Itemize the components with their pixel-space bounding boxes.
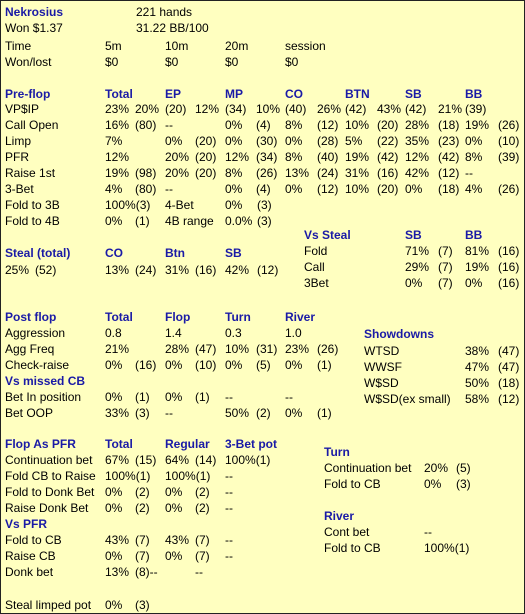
preflop-row-cell: (18): [438, 118, 460, 132]
preflop-row-cell: (20): [195, 134, 217, 148]
preflop-row-cell: (20): [195, 166, 217, 180]
missed-cb-row-cell: Bet OOP: [5, 406, 54, 420]
flop-pfr-row-cell: Fold to Donk Bet: [5, 485, 95, 499]
postflop-row-cell: 0%: [285, 358, 303, 372]
hand-count: 221 hands: [136, 5, 193, 19]
preflop-row-cell: (26): [256, 166, 278, 180]
preflop-row-cell: (26): [498, 182, 520, 196]
missed-cb-row-cell: (3): [135, 406, 150, 420]
steal-value-cell: (16): [195, 263, 217, 277]
postflop-header: Total: [105, 310, 133, 324]
preflop-row-cell: 0%: [405, 182, 423, 196]
donk-bet-row-cell: (8)--: [135, 565, 158, 579]
postflop-row-cell: (26): [317, 342, 339, 356]
steal-header: CO: [105, 246, 123, 260]
preflop-row-cell: (20): [377, 118, 399, 132]
flop-pfr-row-cell: 0%: [105, 485, 123, 499]
preflop-row-cell: (42): [438, 150, 460, 164]
preflop-row-cell: (12): [317, 118, 339, 132]
fold-3b-row-cell: 100%(3): [105, 198, 151, 212]
showdown-row-cell: 50%: [465, 376, 490, 390]
vs-steal-row-cell: Call: [304, 260, 325, 274]
preflop-row-cell: 8%: [465, 150, 483, 164]
vs-steal-row-cell: Fold: [304, 244, 328, 258]
preflop-row-cell: (26): [498, 118, 520, 132]
missed-cb-row-cell: (1): [195, 390, 210, 404]
showdowns-header: Showdowns: [364, 327, 434, 341]
postflop-row-cell: 1.0: [285, 326, 302, 340]
vs-steal-row-cell: (7): [438, 260, 453, 274]
postflop-header: Post flop: [5, 310, 57, 324]
preflop-row-cell: 5%: [345, 134, 363, 148]
showdown-row-cell: 58%: [465, 392, 490, 406]
preflop-row-cell: 20%: [135, 102, 160, 116]
time-session: session: [285, 39, 326, 53]
preflop-row-cell: 8%: [285, 150, 303, 164]
steal-value-cell: 13%: [105, 263, 130, 277]
preflop-row-cell: 23%: [105, 102, 130, 116]
missed-cb-row-cell: 0%: [105, 390, 123, 404]
flop-pfr-row-cell: (2): [195, 501, 210, 515]
preflop-row-cell: (39): [465, 102, 487, 116]
won-amount: Won $1.37: [5, 21, 63, 35]
missed-cb-row-cell: 33%: [105, 406, 130, 420]
vs-steal-header: BB: [465, 228, 483, 242]
flop-pfr-row-cell: (2): [135, 485, 150, 499]
preflop-row-cell: 19%: [345, 150, 370, 164]
preflop-row-cell: 20%: [165, 166, 190, 180]
vs-steal-row-cell: 3Bet: [304, 276, 329, 290]
flop-pfr-row-cell: Raise Donk Bet: [5, 501, 89, 515]
preflop-row-cell: 3-Bet: [5, 182, 34, 196]
postflop-row-cell: 28%: [165, 342, 190, 356]
fold-4b-row-cell: 4B range: [165, 214, 214, 228]
missed-cb-row-cell: --: [285, 390, 293, 404]
preflop-row-cell: (4): [256, 182, 271, 196]
flop-pfr-row-cell: --: [225, 485, 233, 499]
vs-pfr-row-cell: --: [225, 533, 233, 547]
vs-pfr-row-cell: Fold to CB: [5, 533, 62, 547]
steal-limped-row-cell: Steal limped pot: [5, 598, 92, 612]
preflop-row-cell: (80): [135, 118, 157, 132]
vs-steal-row-cell: 0%: [405, 276, 423, 290]
preflop-row-cell: (40): [317, 150, 339, 164]
postflop-row-cell: (10): [195, 358, 217, 372]
vs-steal-row-cell: 71%: [405, 244, 430, 258]
preflop-header: CO: [285, 87, 303, 101]
vs-steal-row-cell: 29%: [405, 260, 430, 274]
fold-3b-row-cell: Fold to 3B: [5, 198, 60, 212]
steal-limped-row-cell: 0%: [105, 598, 123, 612]
vs-pfr-row-cell: Raise CB: [5, 549, 56, 563]
postflop-row-cell: 0.3: [225, 326, 242, 340]
preflop-row-cell: 8%: [225, 166, 243, 180]
fold-4b-row-cell: 0%: [105, 214, 123, 228]
preflop-row-cell: 16%: [105, 118, 130, 132]
preflop-row-cell: 12%: [225, 150, 250, 164]
showdown-row-cell: W$SD: [364, 376, 399, 390]
donk-bet-row-cell: 13%: [105, 565, 130, 579]
vs-steal-row-cell: 81%: [465, 244, 490, 258]
postflop-row-cell: 0%: [225, 358, 243, 372]
vs-pfr-header: Vs PFR: [5, 517, 48, 531]
postflop-row-cell: 1.4: [165, 326, 182, 340]
preflop-row-cell: Call Open: [5, 118, 59, 132]
preflop-row-cell: (18): [438, 182, 460, 196]
preflop-row-cell: (23): [438, 134, 460, 148]
time-10m: 10m: [165, 39, 189, 53]
postflop-row-cell: Agg Freq: [5, 342, 55, 356]
turn-row-cell: (5): [456, 461, 471, 475]
preflop-header: BTN: [345, 87, 370, 101]
missed-cb-row-cell: --: [225, 390, 233, 404]
preflop-row-cell: 4%: [465, 182, 483, 196]
preflop-row-cell: --: [465, 166, 473, 180]
preflop-header: SB: [405, 87, 422, 101]
time-label: Time: [5, 39, 32, 53]
turn-row-cell: Continuation bet: [324, 461, 412, 475]
vs-steal-row-cell: (16): [498, 260, 520, 274]
vs-pfr-row-cell: --: [225, 549, 233, 563]
missed-cb-row-cell: (1): [135, 390, 150, 404]
time-5m: 5m: [105, 39, 122, 53]
preflop-row-cell: 0%: [225, 134, 243, 148]
preflop-row-cell: (28): [317, 134, 339, 148]
fold-4b-row-cell: Fold to 4B: [5, 214, 60, 228]
postflop-row-cell: 0%: [105, 358, 123, 372]
preflop-row-cell: 0%: [225, 182, 243, 196]
showdown-row-cell: (12): [498, 392, 520, 406]
flop-pfr-row-cell: Continuation bet: [5, 453, 93, 467]
postflop-row-cell: Aggression: [5, 326, 66, 340]
missed-cb-row-cell: (1): [317, 406, 332, 420]
postflop-row-cell: 0%: [165, 358, 183, 372]
postflop-row-cell: (5): [256, 358, 271, 372]
flop-pfr-row-cell: 100%(1): [225, 453, 271, 467]
preflop-row-cell: 19%: [105, 166, 130, 180]
river-row-cell: Fold to CB: [324, 541, 381, 555]
flop-pfr-row-cell: 0%: [165, 485, 183, 499]
preflop-row-cell: --: [165, 118, 173, 132]
preflop-row-cell: (80): [135, 182, 157, 196]
preflop-row-cell: (20): [165, 102, 187, 116]
preflop-row-cell: (39): [498, 150, 520, 164]
vs-steal-header: Vs Steal: [304, 228, 351, 242]
steal-value-cell: (52): [35, 263, 57, 277]
showdown-row-cell: WWSF: [364, 360, 402, 374]
flop-pfr-row-cell: (14): [195, 453, 217, 467]
preflop-row-cell: (42): [405, 102, 427, 116]
preflop-row-cell: 26%: [317, 102, 342, 116]
postflop-row-cell: 21%: [105, 342, 130, 356]
player-name: Nekrosius: [5, 5, 64, 19]
preflop-row-cell: (24): [317, 166, 339, 180]
preflop-row-cell: 20%: [165, 150, 190, 164]
showdown-row-cell: (47): [498, 344, 520, 358]
preflop-row-cell: 10%: [345, 182, 370, 196]
river-row-cell: Cont bet: [324, 525, 370, 539]
turn-header: Turn: [324, 445, 350, 459]
preflop-header: Total: [105, 87, 133, 101]
preflop-row-cell: 10%: [256, 102, 281, 116]
showdown-row-cell: WTSD: [364, 344, 400, 358]
postflop-row-cell: 0.8: [105, 326, 122, 340]
preflop-row-cell: (12): [317, 182, 339, 196]
flop-pfr-header: Total: [105, 437, 133, 451]
preflop-row-cell: VP$IP: [5, 102, 40, 116]
vs-steal-header: SB: [405, 228, 422, 242]
preflop-row-cell: 12%: [195, 102, 220, 116]
preflop-row-cell: (40): [285, 102, 307, 116]
fold-3b-row-cell: (3): [257, 198, 272, 212]
steal-value-cell: (12): [257, 263, 279, 277]
preflop-row-cell: Raise 1st: [5, 166, 56, 180]
flop-pfr-row-cell: 100%(1): [105, 469, 151, 483]
preflop-row-cell: 35%: [405, 134, 430, 148]
preflop-row-cell: --: [165, 182, 173, 196]
postflop-header: Turn: [225, 310, 251, 324]
postflop-row-cell: (16): [135, 358, 157, 372]
wonlost-10m: $0: [165, 55, 179, 69]
postflop-header: Flop: [165, 310, 191, 324]
flop-pfr-header: Flop As PFR: [5, 437, 76, 451]
preflop-row-cell: (10): [498, 134, 520, 148]
vs-steal-row-cell: (16): [498, 276, 520, 290]
preflop-row-cell: 31%: [345, 166, 370, 180]
fold-4b-row-cell: (3): [257, 214, 272, 228]
turn-row-cell: Fold to CB: [324, 477, 381, 491]
postflop-row-cell: 10%: [225, 342, 250, 356]
donk-bet-row-cell: --: [195, 565, 203, 579]
steal-value-cell: (24): [135, 263, 157, 277]
missed-cb-row-cell: 0%: [165, 390, 183, 404]
vs-pfr-row-cell: (7): [195, 549, 210, 563]
missed-cb-row-cell: 50%: [225, 406, 250, 420]
missed-cb-row-cell: (2): [256, 406, 271, 420]
missed-cb-row-cell: --: [165, 406, 173, 420]
postflop-row-cell: Check-raise: [5, 358, 70, 372]
preflop-row-cell: (20): [195, 150, 217, 164]
steal-header: Btn: [165, 246, 185, 260]
preflop-row-cell: 42%: [405, 166, 430, 180]
flop-pfr-row-cell: (15): [135, 453, 157, 467]
vs-pfr-row-cell: 0%: [105, 549, 123, 563]
steal-limped-row-cell: (3): [135, 598, 150, 612]
preflop-row-cell: (42): [377, 150, 399, 164]
time-20m: 20m: [225, 39, 249, 53]
preflop-row-cell: 0%: [285, 134, 303, 148]
preflop-row-cell: (12): [438, 166, 460, 180]
flop-pfr-row-cell: 0%: [165, 501, 183, 515]
showdown-row-cell: W$SD(ex small): [364, 392, 451, 406]
vs-missed-cb-header: Vs missed CB: [5, 374, 86, 388]
flop-pfr-row-cell: 67%: [105, 453, 130, 467]
preflop-row-cell: 13%: [285, 166, 310, 180]
turn-row-cell: 20%: [424, 461, 449, 475]
flop-pfr-row-cell: (2): [195, 485, 210, 499]
flop-pfr-row-cell: --: [225, 501, 233, 515]
wonlost-session: $0: [285, 55, 299, 69]
steal-header: Steal (total): [5, 246, 71, 260]
preflop-header: BB: [465, 87, 483, 101]
flop-pfr-header: 3-Bet pot: [225, 437, 277, 451]
preflop-row-cell: 0%: [285, 182, 303, 196]
preflop-row-cell: PFR: [5, 150, 29, 164]
flop-pfr-row-cell: 64%: [165, 453, 190, 467]
steal-value-cell: 42%: [225, 263, 250, 277]
preflop-row-cell: 10%: [345, 118, 370, 132]
preflop-row-cell: (34): [256, 150, 278, 164]
postflop-header: River: [285, 310, 316, 324]
preflop-row-cell: 0%: [225, 118, 243, 132]
postflop-row-cell: (47): [195, 342, 217, 356]
flop-pfr-row-cell: (2): [135, 501, 150, 515]
preflop-row-cell: 28%: [405, 118, 430, 132]
preflop-row-cell: (30): [256, 134, 278, 148]
preflop-row-cell: 19%: [465, 118, 490, 132]
river-row-cell: --: [424, 525, 432, 539]
preflop-row-cell: 43%: [377, 102, 402, 116]
preflop-row-cell: 7%: [105, 134, 123, 148]
fold-3b-row-cell: 4-Bet: [165, 198, 194, 212]
vs-pfr-row-cell: (7): [135, 533, 150, 547]
preflop-row-cell: 4%: [105, 182, 123, 196]
vs-pfr-row-cell: (7): [135, 549, 150, 563]
preflop-row-cell: (98): [135, 166, 157, 180]
showdown-row-cell: (47): [498, 360, 520, 374]
turn-row-cell: 0%: [424, 477, 442, 491]
flop-pfr-row-cell: 0%: [105, 501, 123, 515]
vs-steal-row-cell: 0%: [465, 276, 483, 290]
steal-value-cell: 31%: [165, 263, 190, 277]
showdown-row-cell: 47%: [465, 360, 490, 374]
flop-pfr-row-cell: Fold CB to Raise: [5, 469, 96, 483]
preflop-row-cell: 8%: [285, 118, 303, 132]
preflop-row-cell: Limp: [5, 134, 32, 148]
postflop-row-cell: 23%: [285, 342, 310, 356]
preflop-row-cell: 12%: [405, 150, 430, 164]
vs-steal-row-cell: (7): [438, 244, 453, 258]
vs-steal-row-cell: (16): [498, 244, 520, 258]
preflop-row-cell: 0%: [465, 134, 483, 148]
showdown-row-cell: (18): [498, 376, 520, 390]
turn-row-cell: (3): [456, 477, 471, 491]
wonlost-5m: $0: [105, 55, 119, 69]
flop-pfr-header: Regular: [165, 437, 210, 451]
postflop-row-cell: (31): [256, 342, 278, 356]
preflop-row-cell: 0%: [165, 134, 183, 148]
preflop-header: EP: [165, 87, 182, 101]
preflop-row-cell: (42): [345, 102, 367, 116]
vs-pfr-row-cell: 43%: [105, 533, 130, 547]
fold-3b-row-cell: 0%: [225, 198, 243, 212]
preflop-row-cell: (22): [377, 134, 399, 148]
preflop-header: Pre-flop: [5, 87, 51, 101]
vs-pfr-row-cell: 43%: [165, 533, 190, 547]
preflop-row-cell: (16): [377, 166, 399, 180]
missed-cb-row-cell: Bet In position: [5, 390, 82, 404]
river-row-cell: 100%(1): [424, 541, 470, 555]
steal-header: SB: [225, 246, 242, 260]
preflop-row-cell: (4): [256, 118, 271, 132]
fold-4b-row-cell: (1): [135, 214, 150, 228]
fold-4b-row-cell: 0.0%: [225, 214, 253, 228]
preflop-row-cell: 21%: [438, 102, 463, 116]
preflop-row-cell: 12%: [105, 150, 130, 164]
missed-cb-row-cell: 0%: [285, 406, 303, 420]
postflop-row-cell: (1): [317, 358, 332, 372]
vs-pfr-row-cell: (7): [195, 533, 210, 547]
preflop-header: MP: [225, 87, 243, 101]
river-header: River: [324, 509, 355, 523]
bb-per-100: 31.22 BB/100: [136, 21, 209, 35]
preflop-row-cell: (34): [225, 102, 247, 116]
showdown-row-cell: 38%: [465, 344, 490, 358]
vs-pfr-row-cell: 0%: [165, 549, 183, 563]
flop-pfr-row-cell: --: [225, 469, 233, 483]
donk-bet-row-cell: Donk bet: [5, 565, 54, 579]
wonlost-20m: $0: [225, 55, 239, 69]
vs-steal-row-cell: (7): [438, 276, 453, 290]
wonlost-label: Won/lost: [5, 55, 52, 69]
steal-value-cell: 25%: [5, 263, 30, 277]
vs-steal-row-cell: 19%: [465, 260, 490, 274]
flop-pfr-row-cell: 100%(1): [165, 469, 211, 483]
preflop-row-cell: (20): [377, 182, 399, 196]
